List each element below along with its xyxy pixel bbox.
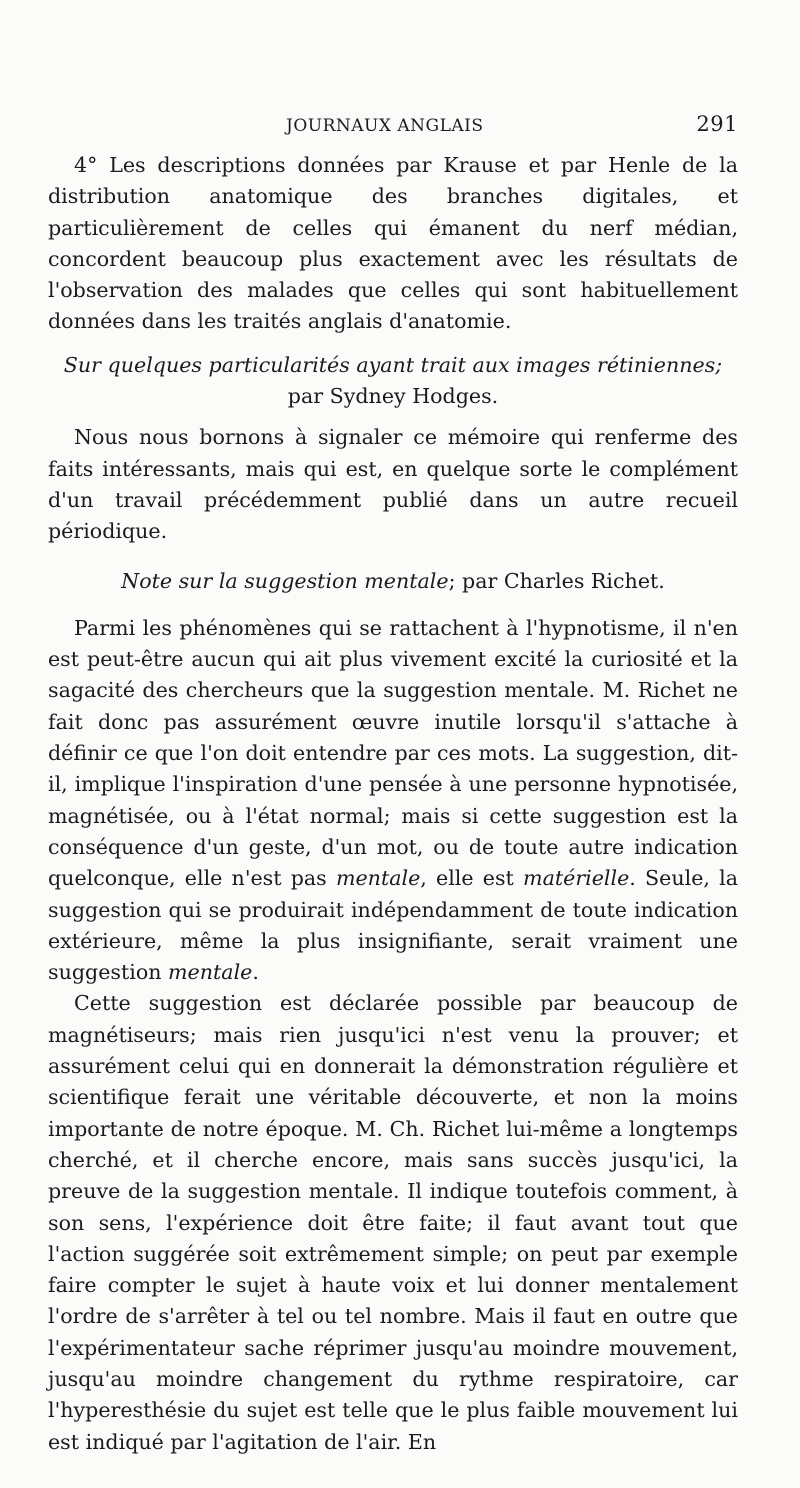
article-title-richet (48, 566, 738, 597)
article-title-hodges (48, 350, 738, 413)
paragraph-conclusion-4: 4° Les descriptions données par Krause et par Henle de la distribution anatomique des branches digitales, et particulièrement de celles qui émanent du nerf médian, concordent beaucoup plus exactement avec les résultats de l'observation des malades que celles qui sont habituellement données dans les traités anglais d'anatomie. (48, 153, 738, 334)
page-number: 291 (696, 112, 738, 136)
article-author: par Sydney Hodges. (287, 384, 499, 409)
emphasis: matérielle (523, 866, 630, 891)
article-title-text: Sur quelques particularités ayant trait aux images rétiniennes; (63, 352, 723, 377)
paragraph-richet-2: Cette suggestion est déclarée possible par beaucoup de magnétiseurs; mais rien jusqu'ici n'est venu la prouver; et assurément celui qui en donnerait la démonstration régulière et scientifique ferait une véritable découverte, et non la moins importante de notre époque. M. Ch. Richet lui-même a longtemps cherché, et il cherche encore, mais sans succès jusqu'ici, la preuve de la suggestion mentale. Il indique toutefois comment, à son sens, l'expérience doit être faite; il faut avant tout que l'action suggérée soit extrêmement simple; on peut par exemple faire compter le sujet à haute voix et lui donner mentalement l'ordre de s'arrêter à tel ou tel nombre. Mais il faut en outre que l'expérimentateur sache réprimer jusqu'au moindre mouvement, jusqu'au moindre changement du rythme respiratoire, car l'hyperesthésie du sujet est telle que le plus faible mouvement lui est indiqué par l'agitation de l'air. En (48, 991, 738, 1454)
emphasis: mentale (168, 960, 253, 985)
paragraph-richet-1: Parmi les phénomènes qui se rattachent à l'hypnotisme, il n'en est peut-être aucun qui ait plus vivement excité la curiosité et la sagacité des chercheurs que la suggestion mentale. M. Richet ne fait donc pas assurément œuvre inutile lorsqu'il s'attache à définir ce que l'on doit entendre par ces mots. La suggestion, dit-il, implique l'inspiration d'une pensée à une personne hypnotisée, magnétisée, ou à l'état normal; mais si cette suggestion est la conséquence d'un geste, d'un mot, ou de toute autre indication quelconque, elle n'est pas mentale, elle est matérielle. Seule, la suggestion qui se produirait indépendamment de toute indication extérieure, même la plus insignifiante, serait vraiment une suggestion mentale. (48, 615, 739, 985)
emphasis: mentale (335, 866, 421, 891)
page-header (48, 112, 738, 142)
page-body (48, 150, 738, 1458)
article-author: ; par Charles Richet. (448, 568, 665, 593)
running-title: JOURNAUX ANGLAIS (286, 116, 484, 136)
paragraph-hodges: Nous nous bornons à signaler ce mémoire qui renferme des faits intéressants, mais qui est, en quelque sorte le complément d'un travail précédemment publié dans un autre recueil périodique. (48, 425, 738, 544)
article-title-text: Note sur la suggestion mentale (121, 568, 449, 593)
